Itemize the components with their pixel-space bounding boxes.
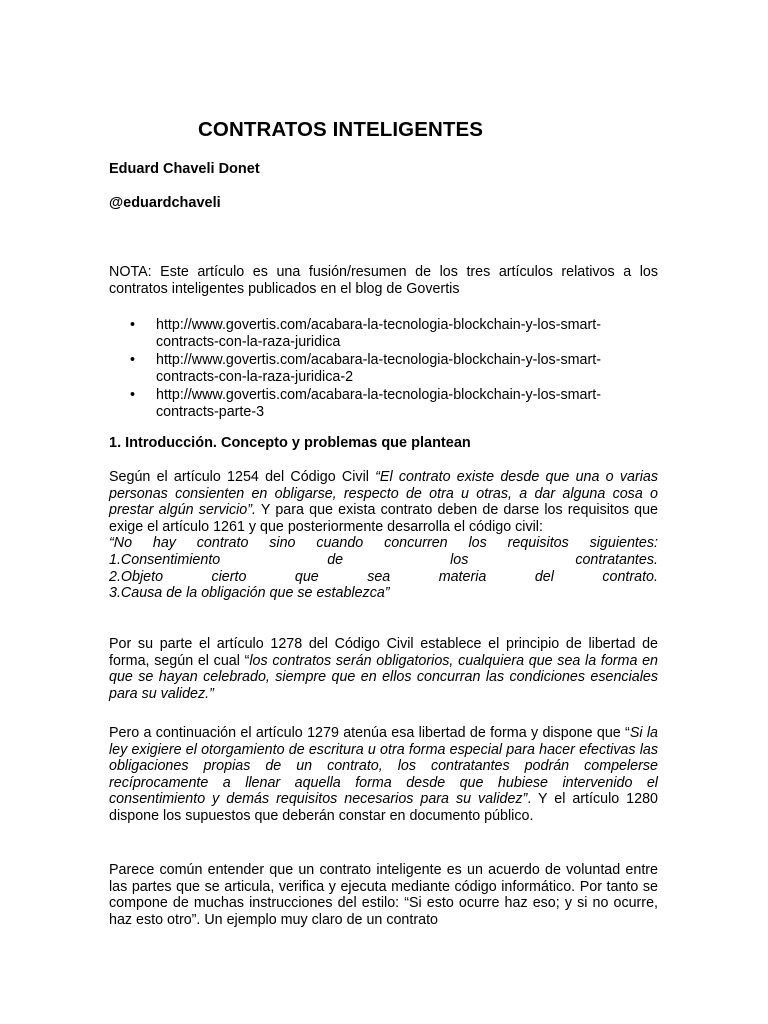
quote-word: de bbox=[327, 551, 344, 568]
quote-run: los contratos serán obligatorios, cualquiera que sea la forma en que se hayan celebrado, siempre que en ellos concurran las condiciones esenciales para su validez.” bbox=[109, 652, 659, 702]
quote-run: 3.Causa de la obligación que se establezca” bbox=[109, 585, 390, 602]
author-name: Eduard Chaveli Donet bbox=[109, 161, 260, 177]
quote-word: del bbox=[534, 568, 554, 585]
quote-word: sino bbox=[269, 535, 296, 552]
quote-run: “El contrato existe desde que una o varias personas consienten en obligarse, respecto de otra u otras, a dar alguna cosa o prestar algún servicio”. bbox=[109, 469, 658, 519]
paragraph-1278 bbox=[109, 636, 658, 702]
quote-word: contrato. bbox=[602, 568, 658, 585]
bullet-icon: • bbox=[130, 317, 136, 333]
quote-word: 2.Objeto bbox=[109, 568, 164, 585]
paragraph-text bbox=[109, 725, 658, 825]
text-run: Por su parte el artículo 1278 del Código Civil establece el principio de libertad de forma, según el cual “ bbox=[109, 636, 658, 669]
paragraph-smart-contract bbox=[109, 862, 658, 928]
list-item[interactable] bbox=[109, 317, 658, 350]
nota-paragraph: NOTA: Este artículo es una fusión/resumen de los tres artículos relativos a los contratos inteligentes publicados en el blog de Govertis bbox=[109, 264, 658, 297]
paragraph-text: Parece común entender que un contrato inteligente es un acuerdo de voluntad entre las partes que se articula, verifica y ejecuta mediante código informático. Por tanto se compone de muchas instrucciones del estilo: “Si esto ocurre haz eso; y si no ocurre, haz esto otro”. Un ejemplo muy claro de un contrato bbox=[109, 862, 658, 928]
list-item[interactable] bbox=[109, 352, 658, 385]
text-run: Y para que exista contrato deben de darse los requisitos que exige el artículo 1261 y que posteriormente desarrolla el código civil: bbox=[109, 502, 658, 535]
quote-word: hay bbox=[152, 535, 176, 552]
quote-run: Si la ley exigiere el otorgamiento de escritura u otra forma especial para hacer efectivas las obligaciones propias de un contrato, los contratantes podrán compelerse recíprocamente a llenar aquella forma desde que hubiese intervenido el consentimiento y demás requisitos necesarios para su validez” bbox=[109, 725, 658, 808]
list-item[interactable] bbox=[109, 387, 658, 420]
paragraph-1279 bbox=[109, 725, 658, 825]
quote-line bbox=[109, 535, 658, 552]
quote-word: contrato bbox=[196, 535, 249, 552]
quote-word: requisitos bbox=[507, 535, 569, 552]
quote-line bbox=[109, 569, 658, 586]
source-links-list bbox=[109, 317, 658, 423]
quote-line bbox=[109, 552, 658, 569]
text-run: Pero a continuación el artículo 1279 atenúa esa libertad de forma y dispone que “ bbox=[109, 725, 630, 741]
paragraph-text bbox=[109, 469, 658, 535]
paragraph-intro bbox=[109, 469, 658, 602]
quote-word: siguientes: bbox=[589, 535, 658, 552]
author-handle: @eduardchaveli bbox=[109, 195, 221, 211]
link-text[interactable]: http://www.govertis.com/acabara-la-tecnologia-blockchain-y-los-smart-contracts-parte-3 bbox=[156, 387, 601, 420]
bullet-icon: • bbox=[130, 352, 136, 369]
quote-word: contratantes. bbox=[575, 551, 658, 568]
text-run: Según el artículo 1254 del Código Civil bbox=[109, 469, 376, 485]
quote-word: sea bbox=[367, 568, 391, 585]
quote-line bbox=[109, 585, 658, 602]
quote-word: cuando bbox=[316, 535, 364, 552]
quote-word: los bbox=[468, 535, 487, 552]
quote-word: que bbox=[294, 568, 319, 585]
quote-word: cierto bbox=[211, 568, 247, 585]
text-run: . Y el artículo 1280 dispone los supuestos que deberán constar en documento público. bbox=[109, 791, 658, 824]
quote-word: 1.Consentimiento bbox=[109, 551, 221, 568]
link-text[interactable]: http://www.govertis.com/acabara-la-tecnologia-blockchain-y-los-smart-contracts-con-la-raza-juridica-2 bbox=[156, 352, 601, 385]
quote-word: materia bbox=[438, 568, 487, 585]
document-title: CONTRATOS INTELIGENTES bbox=[198, 118, 484, 141]
paragraph-text bbox=[109, 636, 658, 702]
section-heading: 1. Introducción. Concepto y problemas que plantean bbox=[109, 435, 471, 451]
quote-word: los bbox=[450, 551, 469, 568]
quote-word: concurren bbox=[384, 535, 448, 552]
link-text[interactable]: http://www.govertis.com/acabara-la-tecnologia-blockchain-y-los-smart-contracts-con-la-raza-juridica bbox=[156, 317, 601, 350]
bullet-icon: • bbox=[130, 387, 136, 404]
quote-word: “No bbox=[109, 535, 133, 552]
